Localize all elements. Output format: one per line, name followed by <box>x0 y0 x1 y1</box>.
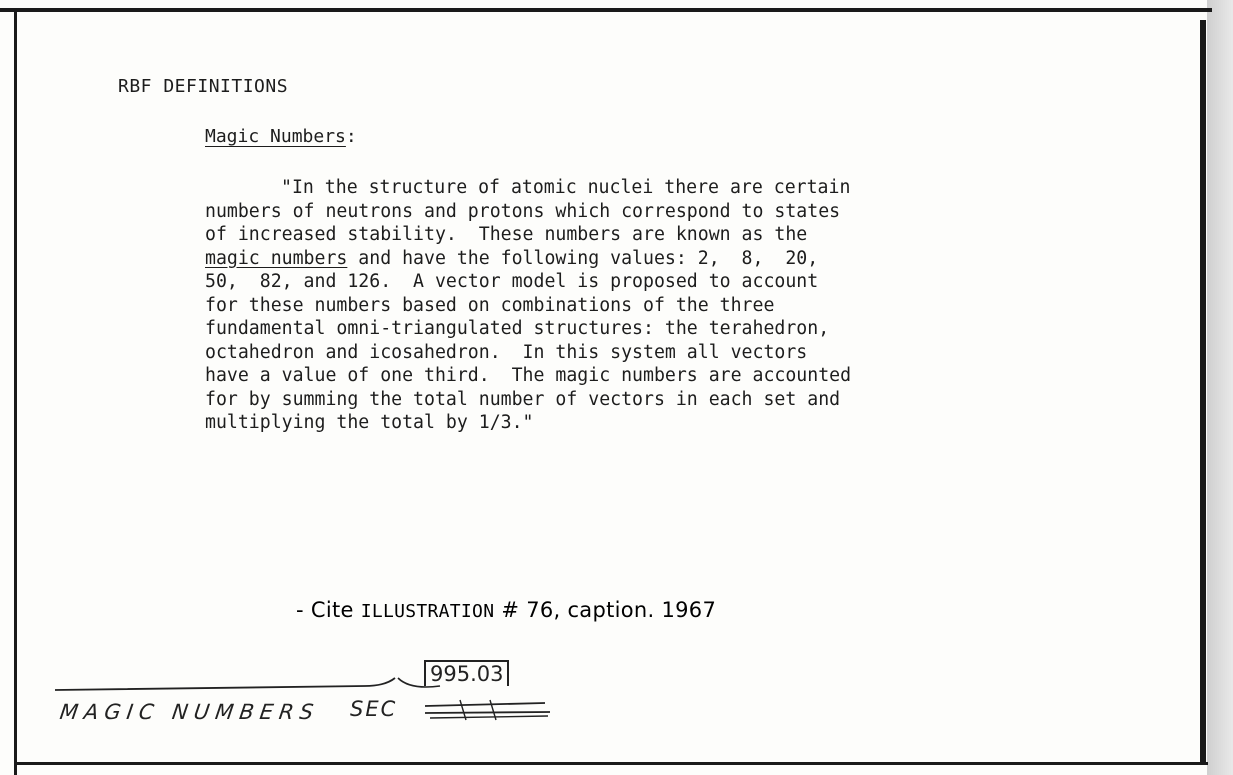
paragraph-line <box>205 317 1055 341</box>
citation-ref: ILLUSTRATION <box>360 601 495 622</box>
section-label <box>205 126 357 147</box>
page-heading: RBF DEFINITIONS <box>118 76 289 97</box>
paragraph-line-text: octahedron and icosahedron. In this system all vectors <box>205 341 808 363</box>
paragraph-line <box>205 247 1055 271</box>
card-border-top <box>0 8 1212 12</box>
card-border-right <box>1200 20 1206 765</box>
handwritten-label: MAGIC NUMBERS <box>58 700 321 724</box>
paragraph-line <box>205 388 1055 412</box>
paragraph-line <box>205 411 1055 435</box>
handwritten-reference: 995.03 <box>424 660 509 686</box>
section-label-colon: : <box>345 126 357 147</box>
paragraph-line-text: 50, 82, and 126. A vector model is proposed to account <box>205 271 819 292</box>
paragraph-line <box>205 294 1055 318</box>
page-edge-shadow <box>1207 0 1233 775</box>
paragraph-line <box>205 200 1055 224</box>
paragraph-line <box>205 341 1055 365</box>
paragraph-line-text: and have the following values: 2, 8, 20, <box>347 247 819 269</box>
paragraph-line-text: "In the structure of atomic nuclei there are certain <box>281 177 851 198</box>
paragraph-line <box>205 223 1055 247</box>
paragraph-line-text: have a value of one third. The magic numbers are accounted <box>205 365 852 386</box>
card-border-left <box>14 10 17 775</box>
paragraph-line-text: numbers of neutrons and protons which correspond to states <box>205 200 841 222</box>
card-border-bottom <box>14 762 1208 765</box>
citation-prefix: - Cite <box>296 598 361 622</box>
citation-rest: # 76, caption. 1967 <box>494 598 717 622</box>
citation <box>296 598 716 623</box>
definition-paragraph <box>205 176 1055 435</box>
handwritten-sec: SEC <box>350 697 398 721</box>
paragraph-line-text: of increased stability. These numbers are known as the <box>205 224 808 245</box>
paragraph-line-text: fundamental omni-triangulated structures: the terahedron, <box>205 318 830 339</box>
section-label-text: Magic Numbers <box>205 126 346 147</box>
underlined-term: magic numbers <box>205 247 348 269</box>
paragraph-line <box>205 176 1055 200</box>
paragraph-line <box>205 270 1055 294</box>
paragraph-line-text: for by summing the total number of vectors in each set and <box>205 388 841 410</box>
paragraph-line <box>205 364 1055 388</box>
paragraph-line-text: for these numbers based on combinations of the three <box>205 294 775 316</box>
paragraph-line-text: multiplying the total by 1/3." <box>205 412 534 433</box>
